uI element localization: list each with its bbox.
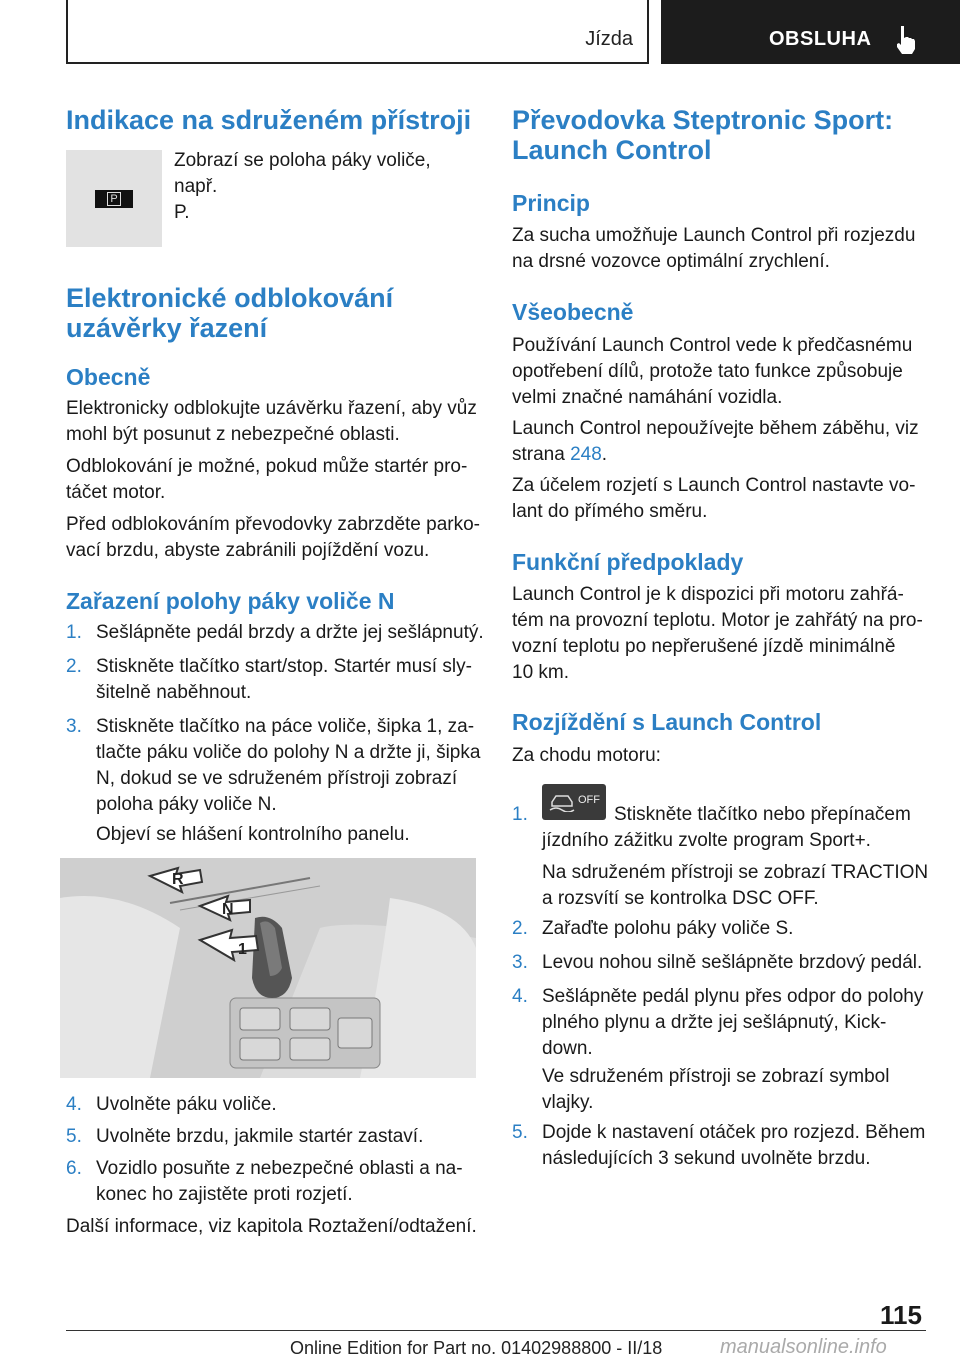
heading-funkcni: Funkční předpoklady — [512, 549, 744, 575]
header-chapter-tab — [661, 0, 960, 64]
vseobecne-p2-line2: strana 248. — [512, 444, 608, 465]
obecne-p3-line2: vací brzdu, abyste zabránili pojíždění vozu. — [66, 540, 430, 561]
obecne-p1-line1: Elektronicky odblokujte uzávěrku řazení, aby vůz — [66, 398, 477, 419]
hand-pointer-icon — [895, 24, 917, 54]
heading-odblokovani-2: uzávěrky řazení — [66, 313, 268, 343]
arrow-label-1: 1 — [238, 941, 247, 958]
indikace-text: Zobrazí se poloha páky voliče, např. P. — [174, 150, 431, 223]
princip-line2: na drsné vozovce optimální zrychlení. — [512, 251, 830, 272]
page-number: 115 — [880, 1300, 922, 1330]
list-item: 4. Sešlápněte pedál plynu přes odpor do polohy plného plynu a držte jej sešlápnutý, Kick‐ down. Ve sdruženém přístroji se zobrazí symbol vlajky. — [512, 986, 924, 1113]
page-link-248[interactable]: 248 — [570, 444, 602, 465]
list-item: 6. Vozidlo posuňte z nebezpečné oblasti a na‐ konec ho zajistěte proti rozjetí. — [66, 1158, 463, 1205]
funkcni-line2: tém na provozní teplotu. Motor je zahřátý na pro‐ — [512, 610, 923, 631]
header-section-tab — [66, 0, 649, 64]
dalsi-informace: Další informace, viz kapitola Roztažení/odtažení. — [66, 1216, 477, 1237]
list-item: 1. OFF Stiskněte tlačítko nebo přepínačem jízdního zážitku zvolte program Sport+. Na sdruženém přístroji se zobrazí TRACTION a rozsvítí se kontrolka DSC OFF. — [512, 802, 932, 912]
heading-zarazeni: Zařazení polohy páky voliče N — [66, 588, 395, 614]
heading-indikace: Indikace na sdruženém přístroji — [66, 105, 472, 135]
vseobecne-p3-line1: Za účelem rozjetí s Launch Control nastavte vo‐ — [512, 475, 916, 496]
gear-p-indicator: P — [107, 192, 121, 206]
obecne-p2-line1: Odblokování je možné, pokud může startér pro‐ — [66, 456, 468, 477]
heading-odblokovani-1: Elektronické odblokování — [66, 283, 394, 313]
heading-rozjizdeni: Rozjíždění s Launch Control — [512, 709, 822, 735]
header-chapter-label: OBSLUHA — [769, 28, 872, 50]
gear-display-box — [95, 190, 133, 208]
list-item: 3. Stiskněte tlačítko na páce voliče, šipka 1, za‐ tlačte páku voliče do polohy N a držte ji, šipka N, dokud se ve sdruženém přístroji zobrazí poloha páky voliče N. Objeví se hlášení kontrolního panelu. — [66, 716, 481, 845]
obecne-p3-line1: Před odblokováním převodovky zabrzděte parko‐ — [66, 514, 481, 535]
funkcni-line4: 10 km. — [512, 662, 570, 683]
vseobecne-p1-line3: velmi značné namáhání vozidla. — [512, 387, 783, 408]
vseobecne-p1-line1: Používání Launch Control vede k předčasnému — [512, 335, 913, 356]
dsc-off-label: OFF — [578, 794, 600, 806]
cluster-display-image — [66, 150, 162, 247]
princip-line1: Za sucha umožňuje Launch Control při rozjezdu — [512, 225, 916, 246]
dsc-off-button-icon — [542, 784, 606, 820]
heading-steptronic-1: Převodovka Steptronic Sport: — [512, 105, 894, 135]
header-section-label: Jízda — [585, 28, 633, 50]
za-chodu-motoru: Za chodu motoru: — [512, 745, 661, 766]
heading-obecne: Obecně — [66, 364, 151, 390]
vseobecne-p1-line2: opotřebení dílů, protože tato funkce způsobuje — [512, 361, 903, 382]
list-item: 5. Dojde k nastavení otáček pro rozjezd. Během následujících 3 sekund uvolněte brzdu. — [512, 1122, 926, 1169]
edition-text: Online Edition for Part no. 01402988800 - II/18 — [290, 1338, 663, 1358]
arrow-label-n: N — [222, 901, 234, 918]
funkcni-line1: Launch Control je k dispozici při motoru zahřá‐ — [512, 584, 904, 605]
vseobecne-p3-line2: lant do přímého směru. — [512, 501, 708, 522]
heading-vseobecne: Všeobecně — [512, 299, 634, 325]
car-skid-icon — [548, 792, 576, 812]
obecne-p2-line2: táčet motor. — [66, 482, 166, 503]
heading-steptronic-2: Launch Control — [512, 135, 712, 165]
obecne-p1-line2: mohl být posunut z nebezpečné oblasti. — [66, 424, 400, 445]
arrow-label-r: R — [172, 871, 184, 888]
heading-princip: Princip — [512, 190, 590, 216]
funkcni-line3: vozní teplotu po nepřerušené jízdě minimálně — [512, 636, 896, 657]
footer-divider — [66, 1330, 926, 1331]
vseobecne-p2-line1: Launch Control nepoužívejte během záběhu, viz — [512, 418, 919, 439]
gear-selector-illustration — [60, 858, 476, 1078]
watermark: manualsonline.info — [720, 1336, 887, 1358]
list-item: 2. Stiskněte tlačítko start/stop. Startér musí sly‐ šitelně naběhnout. — [66, 656, 472, 703]
